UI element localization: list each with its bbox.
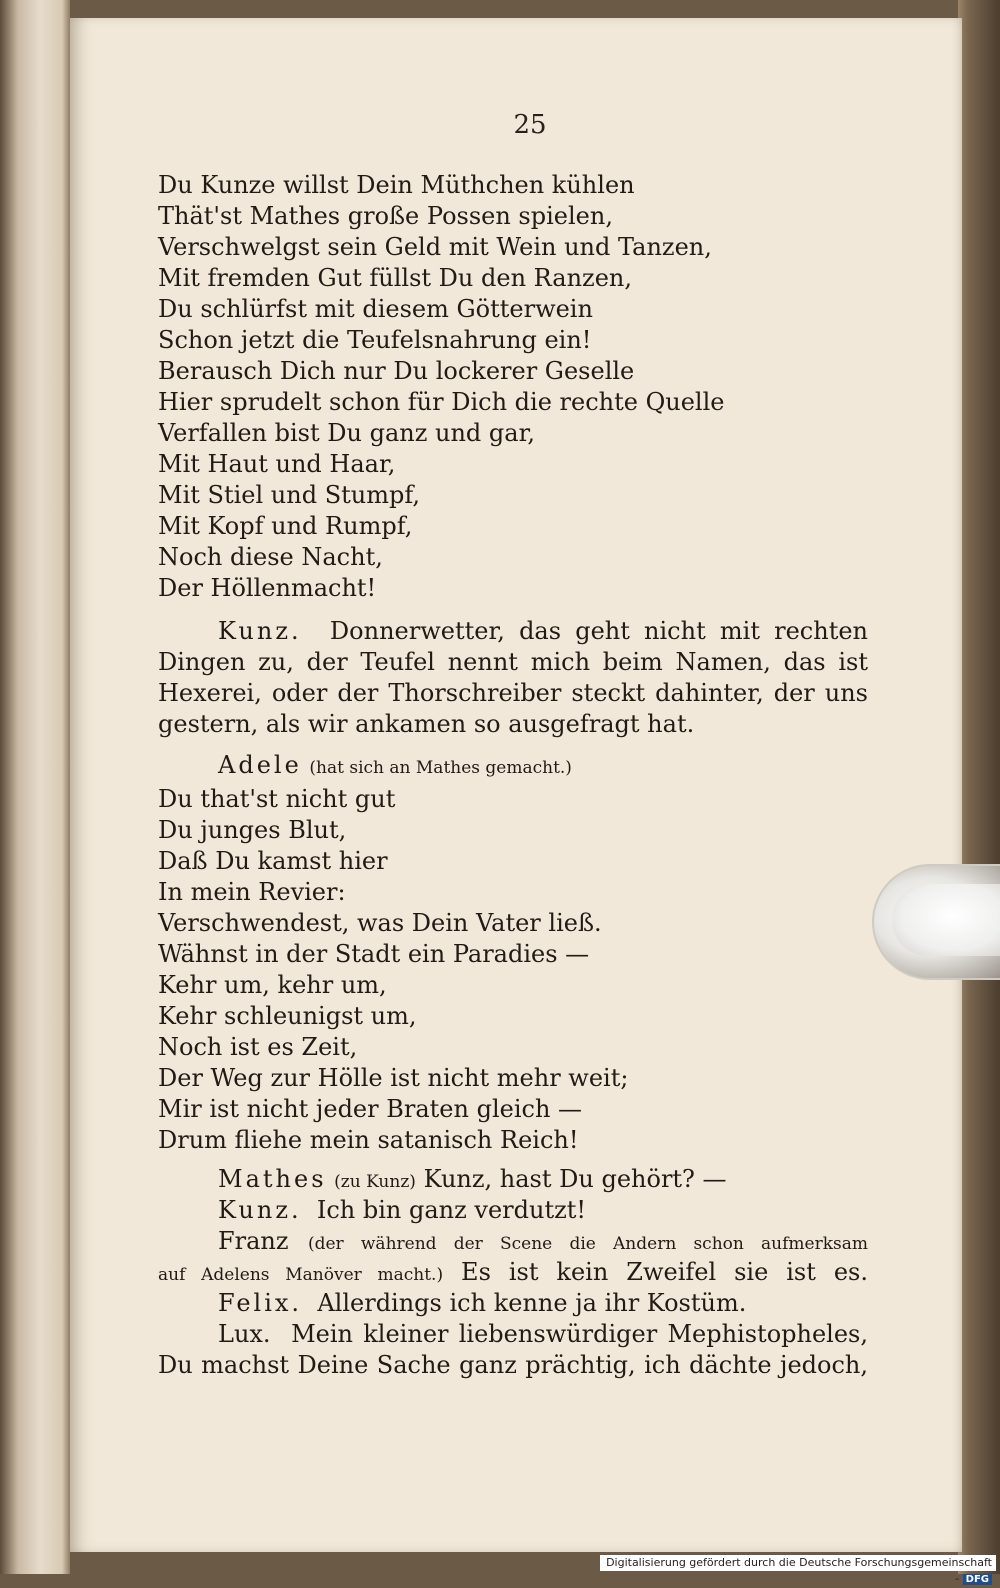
lux-line	[158, 1319, 868, 1350]
verse-block-1	[158, 170, 868, 604]
verse-line: Mit Kopf und Rumpf,	[158, 512, 413, 540]
digitization-footer	[600, 1555, 996, 1585]
verse-line: Du Kunze willst Dein Müthchen kühlen	[158, 171, 635, 199]
verse-line: Kehr schleunigst um,	[158, 1002, 417, 1030]
verse-line: Schon jetzt die Teufelsnahrung ein!	[158, 326, 592, 354]
book-page	[70, 18, 962, 1552]
dialogue-text: Mein kleiner liebenswürdiger Mephistopheles,	[291, 1320, 868, 1348]
verse-line: Kehr um, kehr um,	[158, 971, 387, 999]
stage-direction: (zu Kunz)	[334, 1172, 416, 1192]
verse-line: Noch diese Nacht,	[158, 543, 383, 571]
verse-line: Mit Stiel und Stumpf,	[158, 481, 421, 509]
franz-line-2	[158, 1257, 868, 1288]
speaker-mathes: Mathes	[218, 1165, 327, 1193]
franz-line	[158, 1226, 868, 1257]
dfg-logo: DFG	[963, 1574, 992, 1585]
verse-line: Du junges Blut,	[158, 816, 347, 844]
magnifier-reflection	[872, 864, 1000, 980]
page-number: 25	[513, 110, 547, 140]
verse-line: Du that'st nicht gut	[158, 785, 396, 813]
magnifier-highlight	[892, 884, 1000, 956]
left-page-edge	[0, 0, 70, 1574]
verse-line: Der Weg zur Hölle ist nicht mehr weit;	[158, 1064, 629, 1092]
verse-line: Drum fliehe mein satanisch Reich!	[158, 1126, 579, 1154]
book-cover-edge	[958, 0, 1000, 1574]
adele-direction	[158, 750, 868, 781]
prose-line-1	[158, 616, 868, 647]
stage-direction: (der während der Scene die Andern schon aufmerksam	[307, 1234, 869, 1254]
stage-direction: (hat sich an Mathes gemacht.)	[309, 758, 572, 778]
felix-line	[158, 1288, 868, 1319]
verse-line: Du schlürfst mit diesem Götterwein	[158, 295, 593, 323]
dialogue-text: Es ist kein Zweifel sie ist es.	[461, 1258, 868, 1286]
verse-line: Berausch Dich nur Du lockerer Geselle	[158, 357, 635, 385]
dialogue-text: Allerdings ich kenne ja ihr Kostüm.	[317, 1289, 747, 1317]
verse-line: Hier sprudelt schon für Dich die rechte Quelle	[158, 388, 725, 416]
verse-line: Mir ist nicht jeder Braten gleich —	[158, 1095, 583, 1123]
verse-line: Der Höllenmacht!	[158, 574, 377, 602]
verse-line: Noch ist es Zeit,	[158, 1033, 358, 1061]
verse-line: Wähnst in der Stadt ein Paradies —	[158, 940, 590, 968]
verse-line: Mit Haut und Haar,	[158, 450, 396, 478]
prose-line: Hexerei, oder der Thorschreiber steckt dahinter, der uns	[158, 679, 868, 707]
verse-line: Verfallen bist Du ganz und gar,	[158, 419, 536, 447]
speaker-franz: Franz	[218, 1227, 289, 1255]
kunz-prose-block	[158, 616, 868, 740]
verse-line: Mit fremden Gut füllst Du den Ranzen,	[158, 264, 632, 292]
verse-line: Thät'st Mathes große Possen spielen,	[158, 202, 613, 230]
speaker-adele: Adele	[218, 751, 302, 779]
stage-direction: auf Adelens Manöver macht.)	[158, 1265, 444, 1285]
verse-line: Verschwendest, was Dein Vater ließ.	[158, 909, 602, 937]
dialogue-block	[158, 1164, 868, 1381]
footer-text: Digitalisierung gefördert durch die Deutsche Forschungsgemeinschaft -	[606, 1556, 992, 1585]
verse-line: Daß Du kamst hier	[158, 847, 388, 875]
verse-line: Verschwelgst sein Geld mit Wein und Tanzen,	[158, 233, 712, 261]
dialogue-text: Kunz, hast Du gehört? —	[423, 1165, 727, 1193]
prose-text: Donnerwetter, das geht nicht mit rechten	[329, 617, 868, 645]
kunz-line	[158, 1195, 868, 1226]
prose-line: gestern, als wir ankamen so ausgefragt hat.	[158, 710, 695, 738]
verse-line: In mein Revier:	[158, 878, 346, 906]
verse-block-2	[158, 784, 868, 1156]
speaker-felix: Felix.	[218, 1289, 303, 1317]
speaker-kunz: Kunz.	[218, 617, 302, 645]
speaker-kunz: Kunz.	[218, 1196, 302, 1224]
mathes-line	[158, 1164, 868, 1195]
speaker-lux: Lux.	[218, 1320, 271, 1348]
prose-line: Dingen zu, der Teufel nennt mich beim Namen, das ist	[158, 648, 868, 676]
dialogue-text: Ich bin ganz verdutzt!	[316, 1196, 587, 1224]
lux-line-2: Du machst Deine Sache ganz prächtig, ich dächte jedoch,	[158, 1351, 868, 1379]
